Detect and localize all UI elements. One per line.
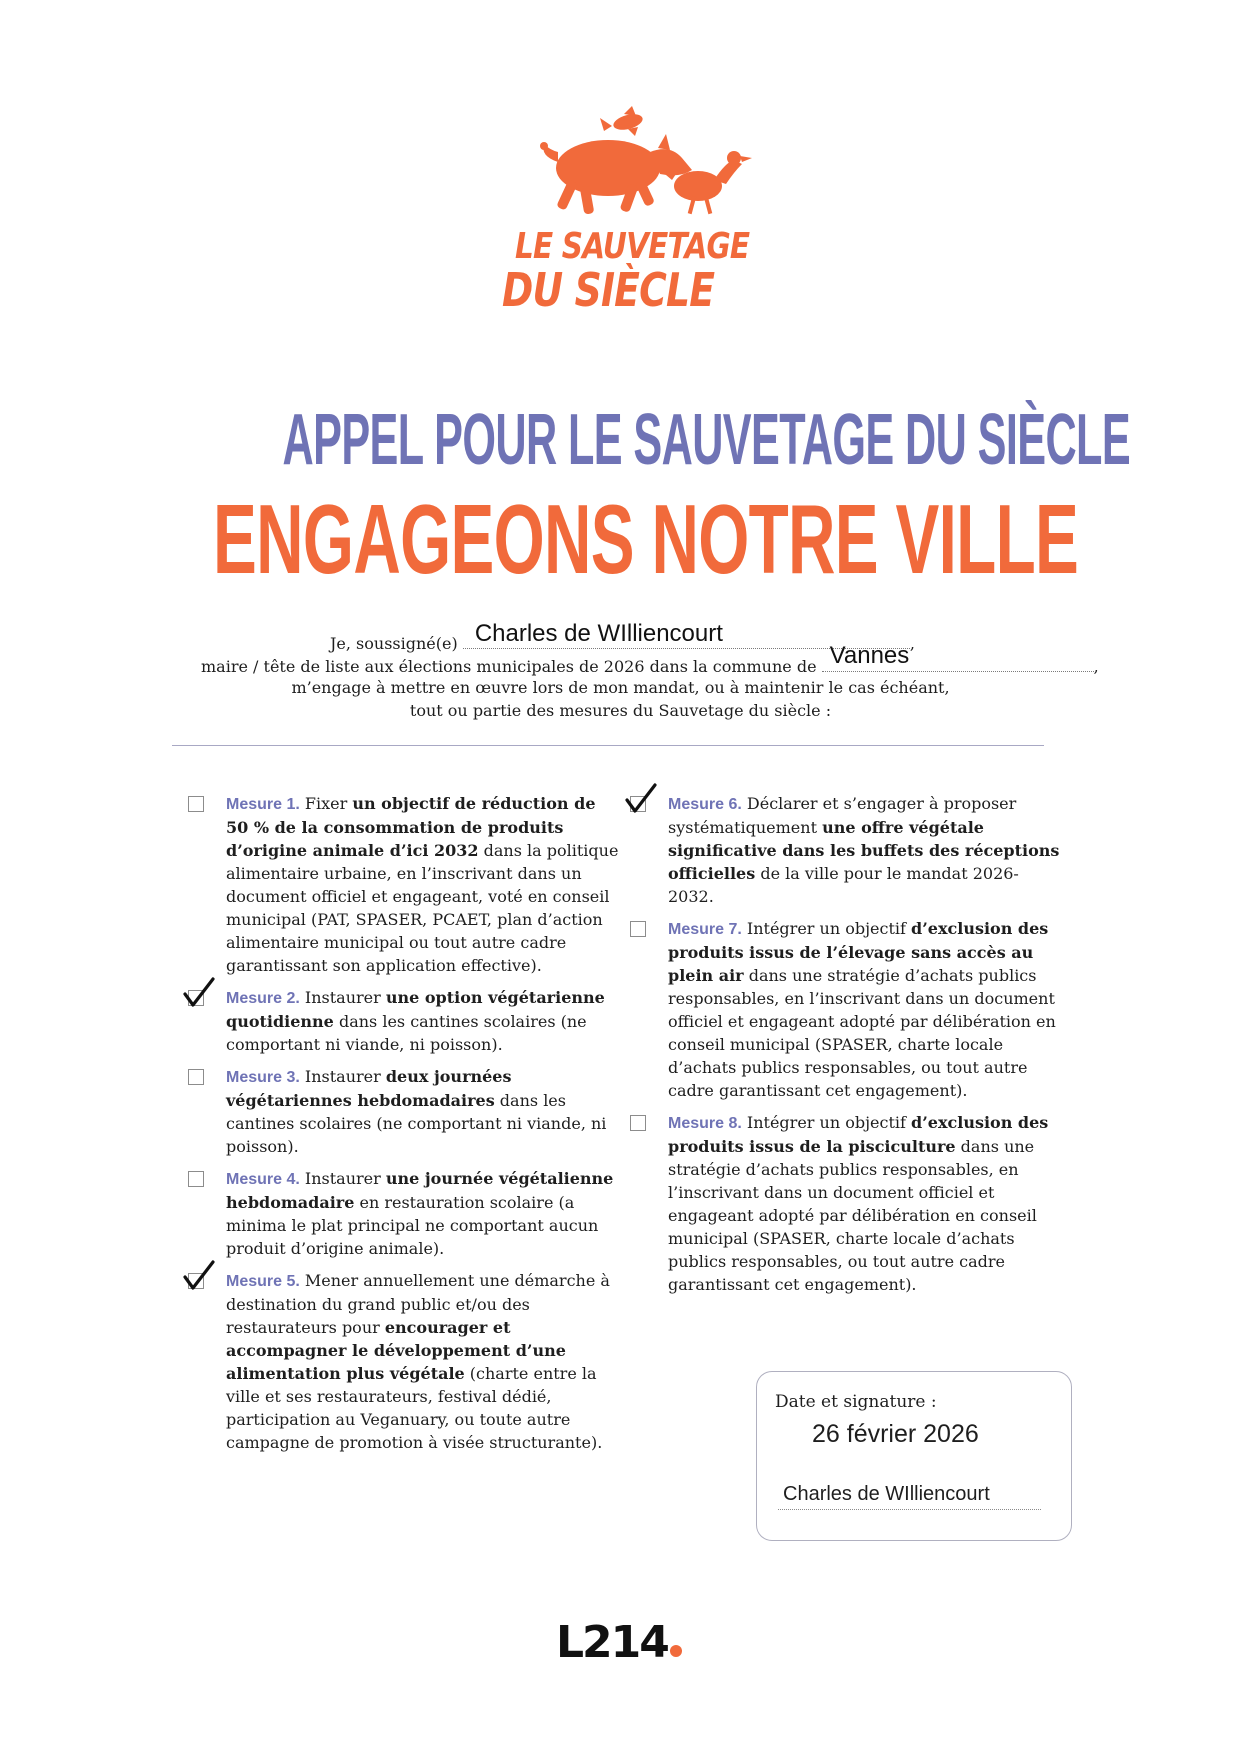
signature-date: 26 février 2026 (812, 1420, 979, 1448)
pledge-comma: , (909, 634, 915, 653)
measure-text: Intégrer un objectif (741, 919, 912, 938)
measure-text-bold: deux journées végétariennes hebdomadaires (226, 1067, 512, 1110)
signature-label: Date et signature : (775, 1392, 937, 1412)
measure-item (226, 792, 621, 977)
measure-checkbox[interactable] (188, 796, 204, 812)
measure-text: Fixer (299, 794, 353, 813)
measure-checkbox[interactable] (630, 1115, 646, 1131)
logo-text-line2: DU SIÈCLE (502, 263, 715, 317)
measure-text: dans la politique alimentaire urbaine, en l’inscrivant dans un document officiel et engageant, voté en conseil municipal (PAT, SPASER, PCAET, plan d’action alimentaire municipal ou tout autre cadre garantissant son application effective). (226, 841, 619, 975)
measure-number: Mesure 7. (668, 921, 742, 938)
measure-text: dans les cantines scolaires (ne comportant ni viande, ni poisson). (226, 1091, 607, 1156)
checkmark-icon (182, 1259, 216, 1293)
measure-text-bold: une journée végétalienne hebdomadaire (226, 1169, 614, 1212)
measure-text-bold: une offre végétale significative dans les buffets des réceptions officielles (668, 818, 1060, 883)
measure-item (226, 1167, 621, 1260)
measure-text: Mener annuellement une démarche à destination du grand public et/ou des restaurateurs pour (226, 1271, 610, 1337)
measure-text-bold: un objectif de réduction de 50 % de la consommation de produits d’origine animale d’ici 2032 (226, 794, 596, 860)
logo-dot (670, 1645, 682, 1657)
l214-logo (556, 1617, 682, 1668)
measure-text: Instaurer (299, 1169, 386, 1188)
measure-text: (charte entre la ville et ses restaurateurs, festival dédié, participation au Veganuary, ou toute autre campagne de promotion à visée structurante). (226, 1364, 603, 1452)
measure-number: Mesure 2. (226, 990, 300, 1007)
signature-name: Charles de WIlliencourt (783, 1483, 990, 1505)
measures-right-column (668, 792, 1063, 1305)
pledge-line-4: tout ou partie des mesures du Sauvetage du siècle : (409, 701, 832, 720)
measure-checkbox[interactable] (630, 921, 646, 937)
checkmark-icon (624, 782, 658, 816)
signature-line (778, 1509, 1041, 1510)
measure-number: Mesure 3. (226, 1069, 300, 1086)
l214-logo-text: L214 (556, 1617, 668, 1668)
measure-number: Mesure 1. (226, 796, 300, 813)
measure-text: Déclarer et s’engager à proposer systématiquement (668, 794, 1017, 837)
measure-number: Mesure 6. (668, 796, 742, 813)
commune-field[interactable] (822, 642, 1094, 672)
measure-item (668, 792, 1063, 908)
pledge-role: maire / tête de liste aux élections municipales de 2026 dans la commune de (201, 657, 817, 676)
measure-item (226, 1269, 621, 1454)
pledge-intro: Je, soussigné(e) (330, 634, 458, 653)
commune-name: Vannes (829, 642, 910, 669)
pledge-line-3: m’engage à mettre en œuvre lors de mon mandat, ou à maintenir le cas échéant, (291, 678, 950, 697)
signer-name: Charles de WIlliencourt (474, 620, 723, 647)
pig-chicken-fish-icon (520, 100, 760, 222)
measures-left-column (226, 792, 621, 1463)
page-subtitle (0, 484, 1241, 594)
measure-text: dans une stratégie d’achats publics responsables, en l’inscrivant dans un document officiel et engageant adopté par délibération en conseil municipal (SPASER, charte locale d’achats publics responsables, ou tout autre cadre garantissant cet engagement). (668, 966, 1056, 1100)
measure-item (668, 917, 1063, 1102)
measure-checkbox[interactable] (188, 1069, 204, 1085)
measure-text-bold: une option végétarienne quotidienne (226, 988, 605, 1031)
measure-item (668, 1111, 1063, 1296)
pledge-line-1 (330, 620, 915, 653)
measure-text: Instaurer (299, 988, 386, 1007)
measure-checkbox[interactable] (188, 1171, 204, 1187)
pledge-comma: , (1093, 657, 1099, 676)
measure-text: de la ville pour le mandat 2026-2032. (668, 864, 1019, 906)
measure-text: Intégrer un objectif (741, 1113, 912, 1132)
measure-item (226, 1065, 621, 1158)
measure-number: Mesure 5. (226, 1273, 300, 1290)
page-subtitle-text: ENGAGEONS NOTRE VILLE (213, 484, 1079, 594)
measure-number: Mesure 4. (226, 1171, 300, 1188)
measure-text: dans une stratégie d’achats publics responsables, en l’inscrivant dans un document officiel et engageant adopté par délibération en conseil municipal (SPASER, charte locale d’achats publics responsables, ou tout autre cadre garantissant cet engagement). (668, 1137, 1037, 1294)
checkmark-icon (182, 976, 216, 1010)
measure-text: dans les cantines scolaires (ne comportant ni viande, ni poisson). (226, 1012, 587, 1054)
measure-text-bold: encourager et accompagner le développement d’une alimentation plus végétale (226, 1318, 566, 1383)
measure-text: en restauration scolaire (a minima le plat principal ne comportant aucun produit d’origine animale). (226, 1193, 599, 1258)
measure-text-bold: d’exclusion des produits issus de l’élevage sans accès au plein air (668, 919, 1049, 985)
measure-number: Mesure 8. (668, 1115, 742, 1132)
page-title-text: APPEL POUR LE SAUVETAGE DU SIÈCLE (282, 400, 1131, 480)
measure-text: Instaurer (299, 1067, 386, 1086)
measure-text-bold: d’exclusion des produits issus de la pisciculture (668, 1113, 1049, 1156)
measure-item (226, 986, 621, 1056)
section-divider (172, 745, 1044, 746)
logo-text-line1: LE SAUVETAGE (515, 226, 750, 267)
page-title (0, 400, 1241, 480)
